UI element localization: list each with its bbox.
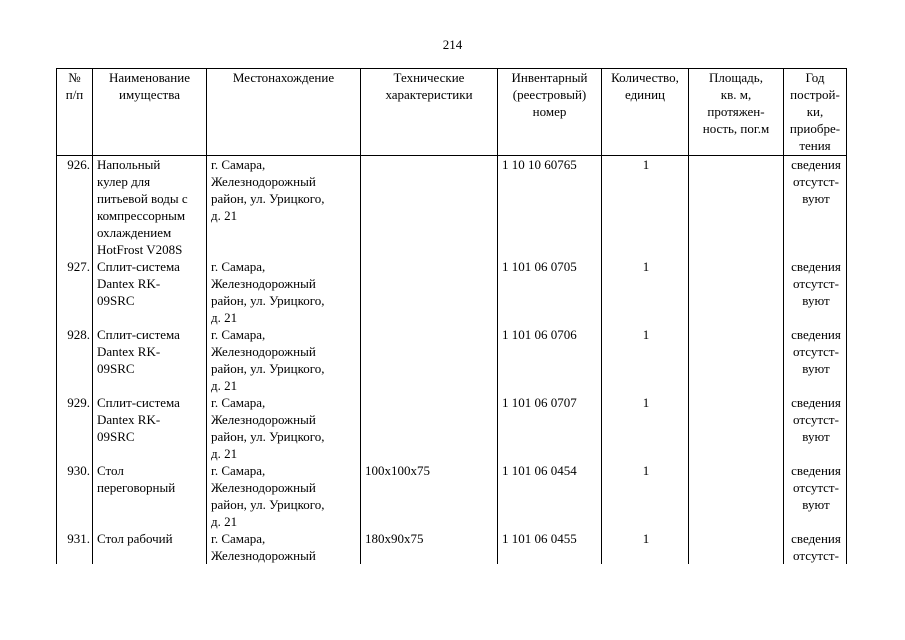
row-location: г. Самара, Железнодорожный район, ул. Урицкого, д. 21 [207,326,361,394]
row-quantity: 1 [602,258,689,326]
row-name: Сплит-система Dantex RK- 09SRC [93,394,207,462]
row-quantity: 1 [602,156,689,259]
table-row [57,394,847,462]
row-inventory: 1 101 06 0707 [498,394,602,462]
row-quantity: 1 [602,394,689,462]
row-area [689,530,784,564]
row-specs: 100x100x75 [361,462,498,530]
row-location: г. Самара, Железнодорожный район, ул. Урицкого, д. 21 [207,394,361,462]
header-name: Наименование имущества [93,69,207,156]
row-name: Напольный кулер для питьевой воды с компрессорным охлаждением HotFrost V208S [93,156,207,259]
header-inventory: Инвентарный (реестровый) номер [498,69,602,156]
row-number: 931. [57,530,93,564]
table-header-row [57,69,847,156]
header-number: № п/п [57,69,93,156]
header-year: Год построй- ки, приобре- тения [784,69,847,156]
row-inventory: 1 101 06 0706 [498,326,602,394]
row-specs [361,258,498,326]
row-year: сведения отсутст- вуют [784,462,847,530]
row-specs [361,326,498,394]
table-row [57,326,847,394]
table-row [57,530,847,564]
header-quantity: Количество, единиц [602,69,689,156]
row-name: Стол рабочий [93,530,207,564]
row-area [689,326,784,394]
row-location: г. Самара, Железнодорожный район, ул. Урицкого, д. 21 [207,462,361,530]
row-quantity: 1 [602,326,689,394]
row-name: Стол переговорный [93,462,207,530]
row-name: Сплит-система Dantex RK- 09SRC [93,326,207,394]
row-name: Сплит-система Dantex RK- 09SRC [93,258,207,326]
row-number: 928. [57,326,93,394]
row-number: 926. [57,156,93,259]
row-year: сведения отсутст- вуют [784,156,847,259]
row-area [689,394,784,462]
row-area [689,462,784,530]
row-specs [361,156,498,259]
header-area: Площадь, кв. м, протяжен- ность, пог.м [689,69,784,156]
header-location: Местонахождение [207,69,361,156]
row-area [689,156,784,259]
table-row [57,258,847,326]
row-inventory: 1 101 06 0705 [498,258,602,326]
header-specs: Технические характеристики [361,69,498,156]
row-location: г. Самара, Железнодорожный район, ул. Урицкого, д. 21 [207,258,361,326]
row-quantity: 1 [602,462,689,530]
table-row [57,156,847,259]
row-number: 927. [57,258,93,326]
row-specs [361,394,498,462]
row-year: сведения отсутст- [784,530,847,564]
row-number: 930. [57,462,93,530]
property-registry-table [56,68,847,564]
row-year: сведения отсутст- вуют [784,326,847,394]
page-number: 214 [442,37,463,52]
table-row [57,462,847,530]
row-specs: 180x90x75 [361,530,498,564]
row-inventory: 1 101 06 0455 [498,530,602,564]
row-inventory: 1 101 06 0454 [498,462,602,530]
row-year: сведения отсутст- вуют [784,394,847,462]
row-location: г. Самара, Железнодорожный [207,530,361,564]
row-area [689,258,784,326]
row-location: г. Самара, Железнодорожный район, ул. Урицкого, д. 21 [207,156,361,259]
row-inventory: 1 10 10 60765 [498,156,602,259]
row-year: сведения отсутст- вуют [784,258,847,326]
row-number: 929. [57,394,93,462]
row-quantity: 1 [602,530,689,564]
